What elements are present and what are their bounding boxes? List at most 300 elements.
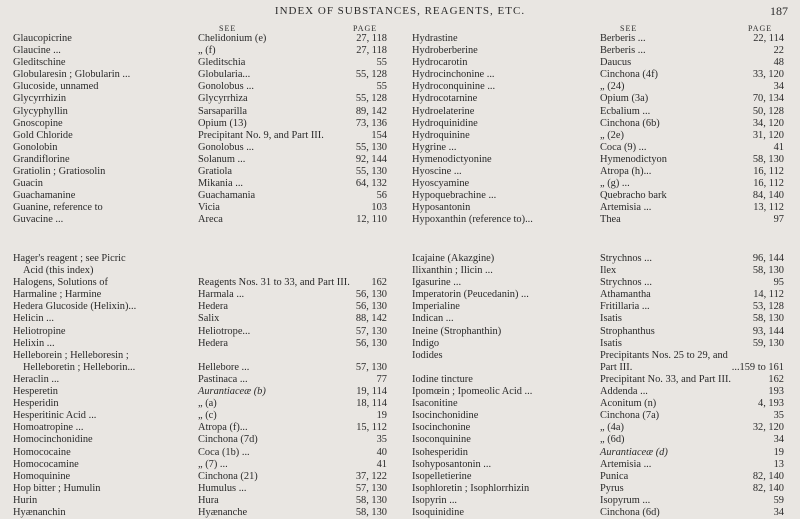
entry-see-reference: Quebracho bark [600,190,667,202]
entry-see-reference: Isopyrum ... [600,494,651,506]
entry-see-reference: Opium (3a) [600,93,649,105]
entry-page: 88, 142 [355,313,387,325]
entry-see-reference: Isatis [600,337,622,349]
entry-see-reference: Isatis [600,313,622,325]
index-entry [412,253,784,265]
entry-see-reference: „ (2e) [600,129,624,141]
entry-see-reference: Solanum ... [198,153,246,165]
index-entry [13,350,387,362]
entry-see-reference: Cinchona (6b) [600,117,660,129]
entry-see-reference: Precipitants Nos. 25 to 29, and [600,349,728,361]
index-entry [13,495,387,507]
page-number: 187 [770,4,788,18]
entry-substance: Hyoscine ... [412,166,462,178]
entry-substance: Indican ... [412,313,454,325]
entry-substance: Glaucopicrine [13,33,72,44]
index-entry [13,507,387,519]
index-entry [412,265,784,277]
index-entry [13,386,387,398]
index-entry [13,130,387,142]
entry-see-reference: „ (4a) [600,422,624,434]
entry-page: 15, 112 [356,422,387,434]
index-entry [13,202,387,214]
entry-see-reference: Precipitant No. 33, and Part III. [600,373,732,385]
index-entry [412,45,784,57]
entry-substance: Imperialine [412,301,460,313]
entry-see-reference: Ecbalium ... [600,105,651,117]
entry-see-reference: Hura [198,494,219,506]
entry-page: 57, 130 [355,361,387,373]
index-entry [13,106,387,118]
entry-page: 103 [371,202,387,214]
entry-see-reference: Fritillaria ... [600,301,650,313]
entry-see-reference: Sarsaparilla [198,105,248,117]
entry-page: 162 [768,373,784,385]
index-entry [412,106,784,118]
index-entry [13,265,387,277]
entry-see-reference: „ (24) [600,81,625,93]
left-see-heading: SEE [219,24,237,33]
entry-page: 57, 130 [355,325,387,337]
entry-see-reference: Coca (9) ... [600,141,647,153]
entry-substance: Hydroberberine [412,45,478,57]
entry-page: 34 [773,506,784,518]
entry-substance: Hypoxanthin (reference to)... [412,214,533,226]
entry-see-reference: Salix [198,313,220,325]
entry-see-reference: Glycyrrhiza [198,93,248,105]
index-entry [412,507,784,519]
entry-page: 12, 110 [356,214,387,226]
entry-see-reference: Thea [600,214,621,226]
entry-see-reference: „ (c) [198,410,217,422]
index-entry [412,398,784,410]
entry-page: 55, 128 [355,69,387,81]
entry-substance: Hydroconquinine ... [412,81,496,93]
index-entry [13,289,387,301]
entry-substance: Acid (this index) [23,265,94,277]
entry-substance: Homococaine [13,446,71,458]
entry-substance: Gratiolin ; Gratiosolin [13,166,106,178]
entry-see-reference: Opium (13) [198,117,247,129]
index-entry [13,45,387,57]
entry-page: 19, 114 [356,386,387,398]
entry-see-reference: Precipitant No. 9, and Part III. [198,129,324,141]
entry-page: 16, 112 [753,166,784,178]
index-entry [13,166,387,178]
entry-page: 97 [773,214,784,226]
index-entry [13,178,387,190]
entry-substance: Hydroelaterine [412,105,475,117]
entry-page: 55, 130 [355,141,387,153]
index-entry [412,166,784,178]
entry-see-reference: Strychnos ... [600,277,652,289]
entry-substance: Imperatorin (Peucedanin) ... [412,289,529,301]
entry-substance: Hager's reagent ; see Picric [13,253,126,264]
entry-page: 13 [773,458,784,470]
entry-see-reference: Gonolobus ... [198,81,254,93]
entry-substance: Isaconitine [412,398,458,410]
entry-page: 56, 130 [355,337,387,349]
entry-page: 82, 140 [752,470,784,482]
entry-see-reference: Cinchona (21) [198,470,258,482]
index-entry [13,410,387,422]
index-entry [412,447,784,459]
entry-page: 27, 118 [356,33,387,44]
index-entry [412,289,784,301]
entry-page: 19 [376,410,387,422]
entry-substance: Isocinchonidine [412,410,479,422]
entry-substance: Isocinchonine [412,422,471,434]
entry-page: 73, 136 [355,117,387,129]
entry-see-reference: Aconitum (n) [600,398,657,410]
page-header [0,5,800,21]
entry-substance: Helixin ... [13,337,55,349]
index-entry [412,33,784,45]
index-entry [412,374,784,386]
entry-substance: Hydrocinchonine ... [412,69,495,81]
entry-page: 55, 128 [355,93,387,105]
entry-page: 93, 144 [752,325,784,337]
index-entry [13,190,387,202]
index-entry [412,386,784,398]
entry-substance: Guvacine ... [13,214,64,226]
entry-see-reference: Hedera [198,301,228,313]
entry-substance: Hydroquinine [412,129,470,141]
entry-see-reference: Areca [198,214,223,226]
entry-substance: Heliotropine [13,325,66,337]
index-entry [13,277,387,289]
index-entry [412,338,784,350]
entry-substance: Hesperitinic Acid ... [13,410,97,422]
index-entry [13,142,387,154]
index-entry [412,326,784,338]
entry-page: 14, 112 [753,289,784,301]
entry-see-reference: Aurantiaceæ (d) [600,446,668,458]
index-entry [13,422,387,434]
entry-see-reference: Strophanthus [600,325,655,337]
entry-see-reference: Strychnos ... [600,253,652,264]
index-entry [412,410,784,422]
entry-substance: Guacin [13,178,44,190]
right-index-block-h [412,33,784,227]
index-entry [412,69,784,81]
index-entry [412,362,784,374]
entry-page: 50, 128 [752,105,784,117]
entry-see-reference: „ (f) [198,45,216,57]
entry-substance: Homococamine [13,458,79,470]
index-entry [13,253,387,265]
entry-page: 77 [376,373,387,385]
entry-substance: Gonolobin [13,141,58,153]
index-entry [412,434,784,446]
entry-substance: Hygrine ... [412,141,457,153]
entry-see-reference: Daucus [600,57,632,69]
entry-see-reference: Humulus ... [198,482,247,494]
entry-substance: Iodine tincture [412,373,473,385]
index-entry [13,362,387,374]
entry-substance: Gleditschine [13,57,66,69]
entry-page: 22 [773,45,784,57]
index-entry [13,301,387,313]
entry-see-reference: Heliotrope... [198,325,251,337]
index-entry [13,374,387,386]
index-entry [13,81,387,93]
entry-substance: Isohesperidin [412,446,468,458]
entry-page: 84, 140 [752,190,784,202]
entry-substance: Hurin [13,494,38,506]
entry-see-reference: Guachamania [198,190,256,202]
right-page-heading: PAGE [748,24,773,33]
entry-see-reference: Vicia [198,202,220,214]
entry-page: 55, 130 [355,166,387,178]
index-entry [13,398,387,410]
entry-page: 56, 130 [355,301,387,313]
entry-page: 96, 144 [752,253,784,264]
entry-substance: Gold Chloride [13,129,73,141]
entry-substance: Indigo [412,337,440,349]
entry-see-reference: Hedera [198,337,228,349]
entry-substance: Helleboretin ; Helleborin... [23,361,136,373]
running-title: INDEX OF SUBSTANCES, REAGENTS, ETC. [274,5,526,17]
index-entry [13,338,387,350]
index-entry [412,154,784,166]
entry-substance: Hyposantonin [412,202,471,214]
entry-substance: Glucoside, unnamed [13,81,99,93]
entry-substance: Hyænanchin [13,506,66,518]
index-entry [412,130,784,142]
entry-see-reference: Artemisia ... [600,202,652,214]
index-entry [412,81,784,93]
entry-substance: Hydroquinidine [412,117,478,129]
left-index-block-g [13,33,387,227]
entry-page: 56 [376,190,387,202]
entry-substance: Gnoscopine [13,117,63,129]
entry-page: 34 [773,434,784,446]
entry-see-reference: Atropa (h)... [600,166,652,178]
entry-substance: Icajaine (Akazgine) [412,253,495,264]
index-entry [412,350,784,362]
entry-see-reference: Hymenodictyon [600,153,667,165]
entry-see-reference: Hellebore ... [198,361,250,373]
entry-page: 41 [376,458,387,470]
entry-page: 55 [376,57,387,69]
index-entry [13,459,387,471]
entry-page: 34, 120 [752,117,784,129]
index-entry [412,93,784,105]
entry-substance: Hedera Glucoside (Helixin)... [13,301,137,313]
entry-page: 70, 134 [752,93,784,105]
entry-see-reference: Punica [600,470,629,482]
entry-see-reference: „ (6d) [600,434,625,446]
entry-page: 59 [773,494,784,506]
entry-page: 31, 120 [752,129,784,141]
index-entry [412,214,784,226]
index-entry [412,495,784,507]
entry-page: 154 [371,129,387,141]
entry-see-reference: Chelidonium (e) [198,33,267,44]
entry-page: 34 [773,81,784,93]
entry-see-reference: Berberis ... [600,33,646,44]
entry-substance: Isoquinidine [412,506,464,518]
index-entry [412,118,784,130]
index-entry [13,214,387,226]
entry-substance: Glycyphyllin [13,105,68,117]
index-entry [412,178,784,190]
entry-substance: Hymenodictyonine [412,153,492,165]
entry-substance: Hypoquebrachine ... [412,190,497,202]
entry-see-reference: Addenda ... [600,386,648,398]
entry-see-reference: Ilex [600,265,617,277]
entry-page: 27, 118 [356,45,387,57]
entry-see-reference: Coca (1b) ... [198,446,250,458]
entry-see-reference: Gleditschia [198,57,246,69]
index-entry [13,93,387,105]
index-entry [412,142,784,154]
entry-page: 18, 114 [356,398,387,410]
entry-substance: Homoquinine [13,470,71,482]
entry-substance: Isopelletierine [412,470,472,482]
entry-substance: Ilixanthin ; Ilicin ... [412,265,493,277]
entry-page: 58, 130 [752,313,784,325]
index-entry [13,69,387,81]
entry-substance: Igasurine ... [412,277,462,289]
entry-substance: Globularesin ; Globularin ... [13,69,131,81]
entry-page: 58, 130 [355,506,387,518]
entry-page: 95 [773,277,784,289]
entry-see-reference: Mikania ... [198,178,244,190]
index-entry [412,190,784,202]
index-entry [13,313,387,325]
entry-substance: Ineine (Strophanthin) [412,325,502,337]
entry-page: 64, 132 [355,178,387,190]
entry-page: 53, 128 [752,301,784,313]
index-entry [13,33,387,45]
entry-page: 40 [376,446,387,458]
entry-substance: Hop bitter ; Humulin [13,482,101,494]
entry-substance: Hesperetin [13,386,59,398]
entry-substance: Guachamanine [13,190,76,202]
index-entry [13,118,387,130]
index-entry [412,301,784,313]
index-entry [13,57,387,69]
entry-see-reference: Artemisia ... [600,458,652,470]
entry-see-reference: „ (g) ... [600,178,630,190]
entry-see-reference: Berberis ... [600,45,646,57]
entry-see-reference: Pyrus [600,482,624,494]
entry-page: 56, 130 [355,289,387,301]
index-entry [412,422,784,434]
entry-see-reference: Aurantiaceæ (b) [198,386,266,398]
index-entry [412,277,784,289]
entry-substance: Isopyrin ... [412,494,458,506]
entry-page: 82, 140 [752,482,784,494]
right-index-block-i [412,253,784,519]
entry-substance: Hydrocarotin [412,57,468,69]
left-index-block-h [13,253,387,519]
entry-page: 32, 120 [752,422,784,434]
entry-page: 41 [773,141,784,153]
entry-see-reference: „ (a) [198,398,217,410]
entry-substance: Halogens, Solutions of [13,277,108,289]
entry-substance: Glaucine ... [13,45,61,57]
entry-see-reference: Cinchona (7d) [198,434,258,446]
entry-see-reference: Cinchona (4f) [600,69,658,81]
entry-see-reference: Globularia... [198,69,251,81]
entry-see-reference: Athamantha [600,289,651,301]
entry-see-reference: Cinchona (6d) [600,506,660,518]
entry-substance: Isohyposantonin ... [412,458,492,470]
entry-page: 16, 112 [753,178,784,190]
entry-substance: Ipomœin ; Ipomeolic Acid ... [412,386,533,398]
entry-see-reference: „ (7) ... [198,458,228,470]
entry-see-reference: Harmala ... [198,289,245,301]
index-entry [13,154,387,166]
entry-page: 58, 130 [752,153,784,165]
entry-see-reference: Pastinaca ... [198,373,248,385]
entry-page: 13, 112 [753,202,784,214]
entry-page: 37, 122 [355,470,387,482]
entry-page: 55 [376,81,387,93]
entry-page: 4, 193 [758,398,784,410]
index-entry [13,447,387,459]
entry-page: 58, 130 [752,265,784,277]
entry-page: 193 [768,386,784,398]
entry-page: 89, 142 [355,105,387,117]
entry-page: ...159 to 161 [731,361,784,373]
entry-see-reference: Cinchona (7a) [600,410,660,422]
right-see-heading: SEE [620,24,638,33]
entry-page: 59, 130 [752,337,784,349]
entry-page: 19 [773,446,784,458]
entry-see-reference: Atropa (f)... [198,422,248,434]
index-entry [412,459,784,471]
entry-page: 92, 144 [355,153,387,165]
entry-substance: Hesperidin [13,398,59,410]
entry-substance: Hydrastine [412,33,458,44]
entry-see-reference: Gratiola [198,166,233,178]
entry-substance: Guanine, reference to [13,202,103,214]
entry-page: 33, 120 [752,69,784,81]
entry-page: 35 [376,434,387,446]
index-entry [412,57,784,69]
entry-substance: Helleborein ; Helleboresin ; [13,349,129,361]
left-page-heading: PAGE [353,24,378,33]
entry-substance: Harmaline ; Harmine [13,289,102,301]
entry-page: 35 [773,410,784,422]
entry-page: 162 [371,277,387,289]
entry-page: 57, 130 [355,482,387,494]
entry-see-reference: Gonolobus ... [198,141,254,153]
entry-substance: Iodides [412,349,443,361]
entry-substance: Grandiflorine [13,153,70,165]
index-entry [412,202,784,214]
entry-substance: Hydrocotarnine [412,93,478,105]
entry-see-reference: Part III. [600,361,633,373]
entry-substance: Homoatropine ... [13,422,84,434]
entry-substance: Hyoscyamine [412,178,470,190]
index-entry [13,434,387,446]
entry-substance: Heraclin ... [13,373,60,385]
entry-substance: Isophloretin ; Isophlorrhizin [412,482,530,494]
entry-see-reference: Hyænanche [198,506,248,518]
entry-substance: Homocinchonidine [13,434,93,446]
entry-substance: Glycyrrhizin [13,93,67,105]
entry-substance: Helicin ... [13,313,54,325]
entry-page: 58, 130 [355,494,387,506]
entry-see-reference: Reagents Nos. 31 to 33, and Part III. [198,277,350,289]
index-entry [412,483,784,495]
index-entry [412,313,784,325]
